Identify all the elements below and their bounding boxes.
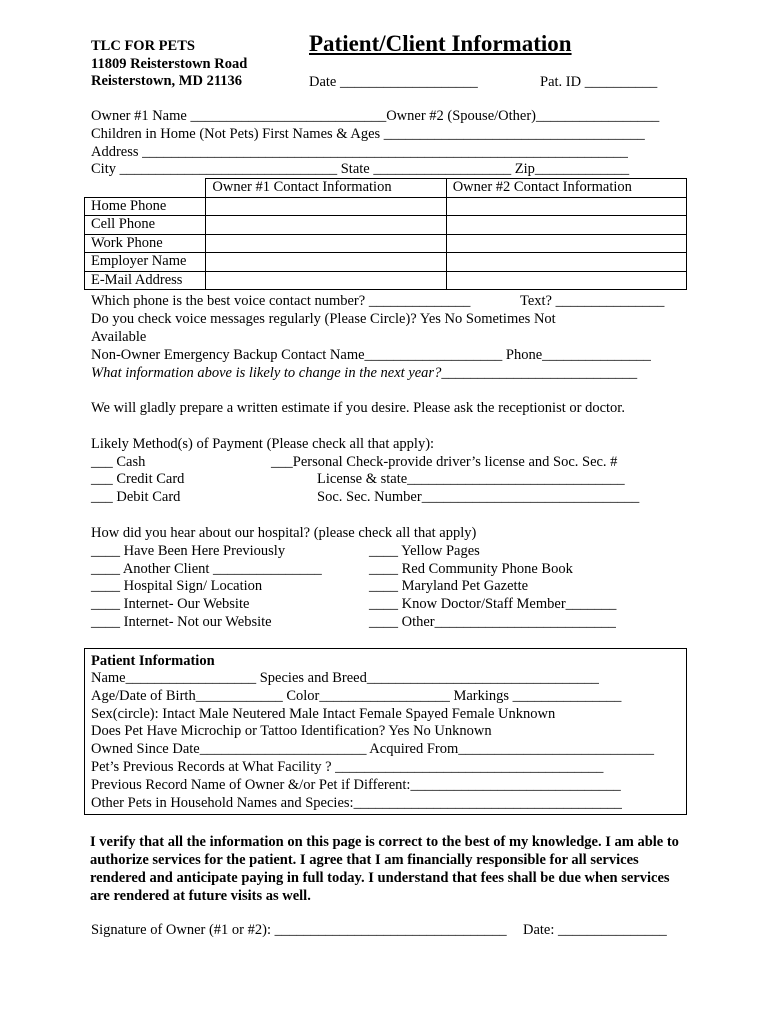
voicemail-question-cont[interactable]: Available	[91, 329, 147, 345]
change-info-field[interactable]: What information above is likely to change in the next year?___________________________	[91, 365, 638, 381]
city-state-zip-field[interactable]: City ______________________________ State ___________________ Zip_____________	[91, 161, 630, 177]
owner1-home-phone-cell[interactable]	[206, 197, 446, 216]
referral-option[interactable]: ____ Have Been Here Previously	[91, 543, 286, 559]
payment-cash[interactable]: ___ Cash	[91, 454, 146, 470]
ssn-field[interactable]: Soc. Sec. Number______________________________	[317, 489, 640, 505]
contact-table-corner	[85, 179, 206, 198]
patient-info-heading: Patient Information	[91, 653, 215, 669]
referral-option[interactable]: ____ Yellow Pages	[369, 543, 480, 559]
referral-option[interactable]: ____ Internet- Our Website	[91, 596, 250, 612]
patient-sex-field[interactable]: Sex(circle): Intact Male Neutered Male Intact Female Spayed Female Unknown	[91, 706, 556, 722]
owner2-employer-cell[interactable]	[446, 253, 686, 272]
patient-other-pets-field[interactable]: Other Pets in Household Names and Species:_____________________________________	[91, 795, 622, 811]
address-field[interactable]: Address ___________________________________________________________________	[91, 144, 628, 160]
text-field[interactable]: Text? _______________	[520, 293, 665, 309]
owner-names-field[interactable]: Owner #1 Name ___________________________Owner #2 (Spouse/Other)_________________	[91, 108, 660, 124]
page-title: Patient/Client Information	[309, 31, 572, 56]
payment-credit-card[interactable]: ___ Credit Card	[91, 471, 185, 487]
clinic-address-line1: 11809 Reisterstown Road	[91, 56, 248, 72]
owner2-home-phone-cell[interactable]	[446, 197, 686, 216]
referral-heading: How did you hear about our hospital? (please check all that apply)	[91, 525, 477, 541]
children-field[interactable]: Children in Home (Not Pets) First Names & Ages ____________________________________	[91, 126, 645, 142]
home-phone-label: Home Phone	[85, 197, 206, 216]
signature-date-field[interactable]: Date: _______________	[523, 922, 667, 938]
payment-heading: Likely Method(s) of Payment (Please check all that apply):	[91, 436, 435, 452]
clinic-address-line2: Reisterstown, MD 21136	[91, 73, 243, 89]
work-phone-label: Work Phone	[85, 234, 206, 253]
clinic-name: TLC FOR PETS	[91, 38, 195, 54]
patient-prev-name-field[interactable]: Previous Record Name of Owner &/or Pet if Different:_____________________________	[91, 777, 621, 793]
owner2-email-cell[interactable]	[446, 271, 686, 290]
owner-signature-field[interactable]: Signature of Owner (#1 or #2): ________________________________	[91, 922, 507, 938]
email-label: E-Mail Address	[85, 271, 206, 290]
owner1-work-phone-cell[interactable]	[206, 234, 446, 253]
estimate-note: We will gladly prepare a written estimate if you desire. Please ask the receptionist or doctor.	[91, 400, 625, 416]
date-field[interactable]: Date ___________________	[309, 74, 478, 90]
owner2-contact-header: Owner #2 Contact Information	[446, 179, 686, 198]
patient-microchip-field[interactable]: Does Pet Have Microchip or Tattoo Identification? Yes No Unknown	[91, 723, 492, 739]
best-phone-field[interactable]: Which phone is the best voice contact number? ______________	[91, 293, 471, 309]
owner1-cell-phone-cell[interactable]	[206, 216, 446, 235]
referral-option[interactable]: ____ Red Community Phone Book	[369, 561, 573, 577]
referral-option[interactable]: ____ Hospital Sign/ Location	[91, 578, 263, 594]
payment-debit-card[interactable]: ___ Debit Card	[91, 489, 181, 505]
verification-statement: I verify that all the information on this page is correct to the best of my knowledge. I am able to authorize services for the patient. I agree that I am financially responsible for all services rendered and anticipate paying in full today. I understand that fees shall be due when services are rendered at future visits as well.	[90, 834, 679, 904]
patient-id-field[interactable]: Pat. ID __________	[540, 74, 658, 90]
cell-phone-label: Cell Phone	[85, 216, 206, 235]
emergency-contact-field[interactable]: Non-Owner Emergency Backup Contact Name___________________ Phone_______________	[91, 347, 651, 363]
voicemail-question[interactable]: Do you check voice messages regularly (Please Circle)? Yes No Sometimes Not	[91, 311, 556, 327]
license-state-field[interactable]: License & state______________________________	[317, 471, 625, 487]
employer-name-label: Employer Name	[85, 253, 206, 272]
owner1-employer-cell[interactable]	[206, 253, 446, 272]
patient-age-color-field[interactable]: Age/Date of Birth____________ Color__________________ Markings _______________	[91, 688, 622, 704]
patient-records-field[interactable]: Pet’s Previous Records at What Facility ? _____________________________________	[91, 759, 604, 775]
patient-name-species-field[interactable]: Name__________________ Species and Breed________________________________	[91, 670, 599, 686]
owner1-email-cell[interactable]	[206, 271, 446, 290]
referral-option[interactable]: ____ Other_________________________	[369, 614, 616, 630]
owner2-cell-phone-cell[interactable]	[446, 216, 686, 235]
patient-owned-since-field[interactable]: Owned Since Date_______________________ Acquired From___________________________	[91, 741, 655, 757]
referral-option[interactable]: ____ Know Doctor/Staff Member_______	[369, 596, 617, 612]
referral-option[interactable]: ____ Another Client _______________	[91, 561, 322, 577]
contact-table	[84, 178, 687, 290]
owner1-contact-header: Owner #1 Contact Information	[206, 179, 446, 198]
owner2-work-phone-cell[interactable]	[446, 234, 686, 253]
payment-personal-check[interactable]: ___Personal Check-provide driver’s license and Soc. Sec. #	[271, 454, 618, 470]
referral-option[interactable]: ____ Internet- Not our Website	[91, 614, 272, 630]
referral-option[interactable]: ____ Maryland Pet Gazette	[369, 578, 529, 594]
